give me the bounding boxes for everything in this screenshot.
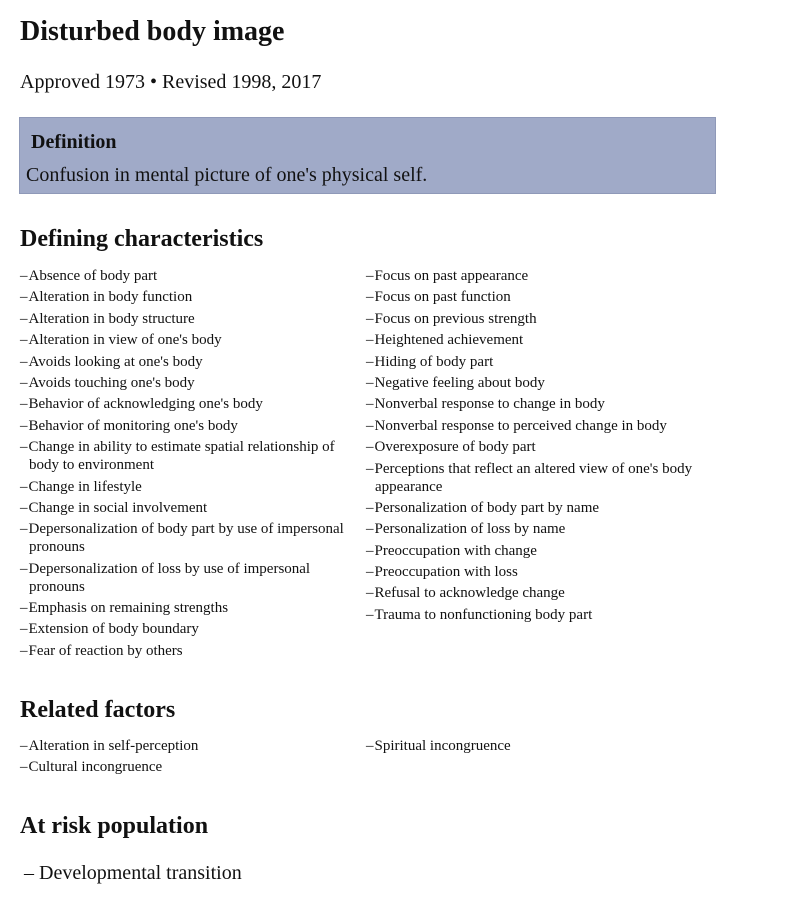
list-item: – Negative feeling about body (366, 374, 720, 392)
list-item: – Overexposure of body part (366, 438, 720, 456)
definition-text: Confusion in mental picture of one's physical self. (26, 164, 428, 186)
at-risk-population-item: – Developmental transition (24, 862, 242, 885)
list-item: – Focus on previous strength (366, 310, 720, 328)
list-item: – Change in ability to estimate spatial relationship of body to environment (20, 438, 366, 474)
related-factors-heading: Related factors (20, 697, 176, 723)
related-factors-left-column (20, 737, 366, 780)
list-item: – Focus on past function (366, 288, 720, 306)
list-item: – Avoids looking at one's body (20, 353, 366, 371)
list-item: – Alteration in view of one's body (20, 331, 366, 349)
list-item: – Preoccupation with change (366, 542, 720, 560)
list-item: – Trauma to nonfunctioning body part (366, 606, 720, 624)
list-item: – Nonverbal response to change in body (366, 395, 720, 413)
list-item: – Alteration in self-perception (20, 737, 366, 755)
list-item: – Personalization of loss by name (366, 520, 720, 538)
list-item: – Focus on past appearance (366, 267, 720, 285)
definition-box (19, 117, 716, 194)
list-item: – Depersonalization of body part by use of impersonal pronouns (20, 520, 366, 556)
list-item: – Depersonalization of loss by use of impersonal pronouns (20, 560, 366, 596)
list-item: – Extension of body boundary (20, 620, 366, 638)
list-item: – Perceptions that reflect an altered view of one's body appearance (366, 460, 720, 496)
list-item: – Hiding of body part (366, 353, 720, 371)
approval-info: Approved 1973 • Revised 1998, 2017 (20, 71, 322, 93)
defining-characteristics-heading: Defining characteristics (20, 226, 264, 252)
list-item: – Personalization of body part by name (366, 499, 720, 517)
list-item: – Alteration in body function (20, 288, 366, 306)
list-item: – Preoccupation with loss (366, 563, 720, 581)
list-item: – Absence of body part (20, 267, 366, 285)
related-factors-right-column (366, 737, 720, 780)
list-item: – Change in lifestyle (20, 478, 366, 496)
list-item: – Nonverbal response to perceived change in body (366, 417, 720, 435)
list-item: – Change in social involvement (20, 499, 366, 517)
defining-characteristics-list (20, 267, 720, 663)
list-item: – Spiritual incongruence (366, 737, 720, 755)
definition-heading: Definition (31, 131, 117, 153)
list-item: – Heightened achievement (366, 331, 720, 349)
defining-characteristics-right-column (366, 267, 720, 663)
list-item: – Cultural incongruence (20, 758, 366, 776)
list-item: – Emphasis on remaining strengths (20, 599, 366, 617)
list-item: – Alteration in body structure (20, 310, 366, 328)
at-risk-population-heading: At risk population (20, 813, 209, 839)
related-factors-list (20, 737, 720, 780)
defining-characteristics-left-column (20, 267, 366, 663)
list-item: – Fear of reaction by others (20, 642, 366, 660)
list-item: – Behavior of acknowledging one's body (20, 395, 366, 413)
list-item: – Avoids touching one's body (20, 374, 366, 392)
page-title: Disturbed body image (20, 16, 285, 47)
list-item: – Behavior of monitoring one's body (20, 417, 366, 435)
list-item: – Refusal to acknowledge change (366, 584, 720, 602)
